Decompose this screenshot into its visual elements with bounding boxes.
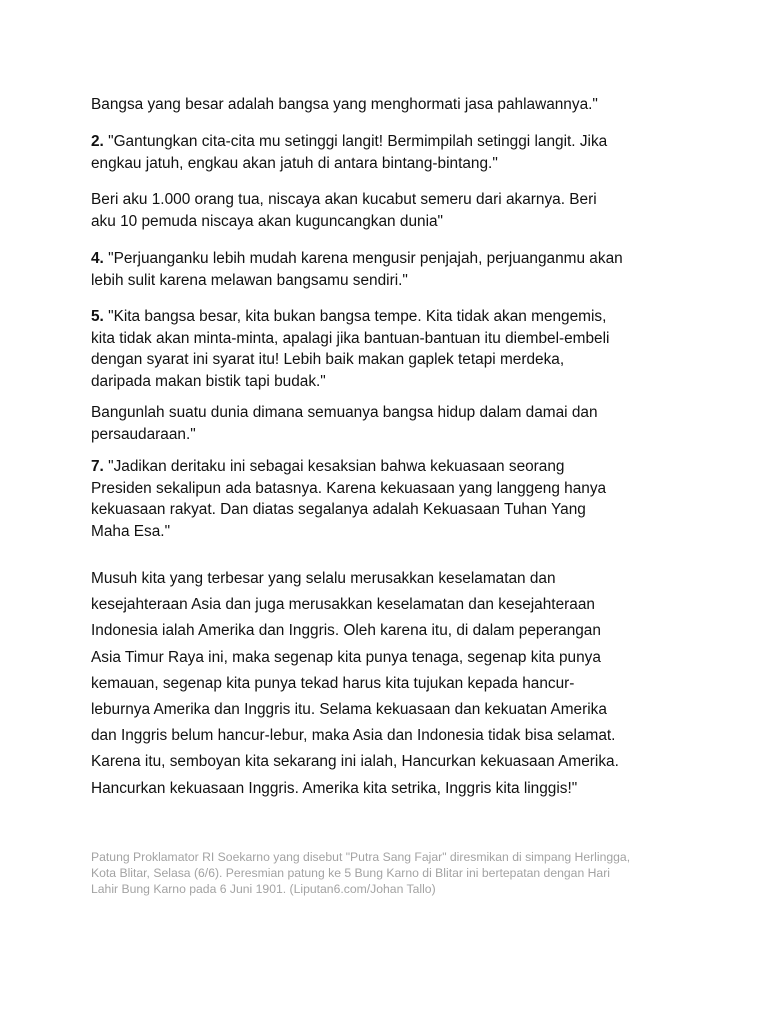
quote-number: 5.: [91, 308, 104, 325]
quote-number: 7.: [91, 458, 104, 475]
quote-text: Bangsa yang besar adalah bangsa yang menghormati jasa pahlawannya.": [91, 96, 598, 113]
quote-paragraph: [91, 306, 691, 392]
quote-text: "Kita bangsa besar, kita bukan bangsa tempe. Kita tidak akan mengemis, kita tidak akan minta-minta, apalagi jika bantuan-bantuan itu diembel-embeli dengan syarat ini syarat itu! Lebih baik makan gaplek tetapi merdeka, daripada makan bistik tapi budak.": [91, 308, 610, 390]
quote-paragraph: [91, 248, 691, 291]
quote-text: Bangunlah suatu dunia dimana semuanya bangsa hidup dalam damai dan persaudaraan.": [91, 404, 598, 443]
quote-paragraph: [91, 402, 691, 445]
quote-paragraph: [91, 94, 691, 116]
quote-number: 2.: [91, 133, 104, 150]
speech-paragraph: Musuh kita yang terbesar yang selalu merusakkan keselamatan dan kesejahteraan Asia dan juga merusakkan keselamatan dan kesejahteraan Indonesia ialah Amerika dan Inggris. Oleh karena itu, di dalam peperangan Asia Timur Raya ini, maka segenap kita punya tenaga, segenap kita punya kemauan, segenap kita punya tekad harus kita tujukan kepada hancur- leburnya Amerika dan Inggris itu. Selama kekuasaan dan kekuatan Amerika dan Inggris belum hancur-lebur, maka Asia dan Indonesia tidak bisa selamat. Karena itu, semboyan kita sekarang ini ialah, Hancurkan kekuasaan Amerika. Hancurkan kekuasaan Inggris. Amerika kita setrika, Inggris kita linggis!": [91, 570, 619, 797]
photo-caption: Patung Proklamator RI Soekarno yang disebut "Putra Sang Fajar" diresmikan di simpang Herlingga, Kota Blitar, Selasa (6/6). Peresmian patung ke 5 Bung Karno di Blitar ini bertepatan dengan Hari Lahir Bung Karno pada 6 Juni 1901. (Liputan6.com/Johan Tallo): [91, 850, 631, 896]
quote-text: Beri aku 1.000 orang tua, niscaya akan kucabut semeru dari akarnya. Beri aku 10 pemuda niscaya akan kuguncangkan dunia": [91, 191, 597, 230]
quote-text: "Gantungkan cita-cita mu setinggi langit! Bermimpilah setinggi langit. Jika engkau jatuh, engkau akan jatuh di antara bintang-bintang.": [91, 133, 608, 172]
quote-paragraph: [91, 131, 691, 174]
quote-paragraph: [91, 189, 691, 232]
quote-number: 4.: [91, 250, 104, 267]
quote-text: "Perjuanganku lebih mudah karena mengusir penjajah, perjuanganmu akan lebih sulit karena melawan bangsamu sendiri.": [91, 250, 623, 289]
quote-paragraph: [91, 456, 691, 542]
quote-text: "Jadikan deritaku ini sebagai kesaksian bahwa kekuasaan seorang Presiden sekalipun ada batasnya. Karena kekuasaan yang langgeng hanya kekuasaan rakyat. Dan diatas segalanya adalah Kekuasaan Tuhan Yang Maha Esa.": [91, 458, 607, 540]
